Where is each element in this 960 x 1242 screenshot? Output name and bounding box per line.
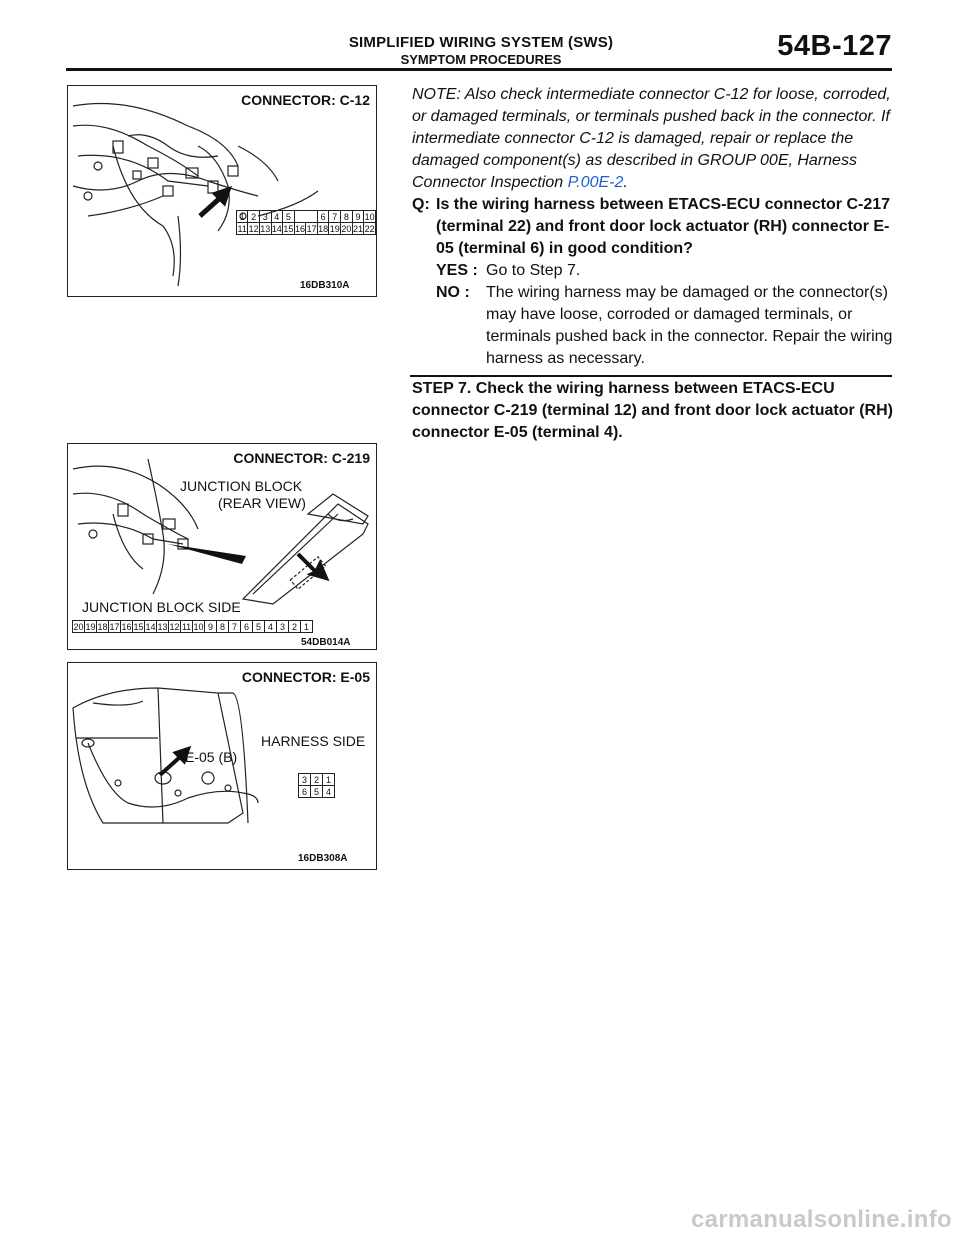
- pin: 19: [85, 621, 96, 632]
- pin: 7: [329, 211, 341, 223]
- pin: 6: [317, 211, 329, 223]
- front-door-illustration: [68, 663, 378, 871]
- pin: 18: [97, 621, 108, 632]
- pin: 5: [253, 621, 265, 633]
- rear-view-label: (REAR VIEW): [218, 495, 306, 511]
- pin: 17: [306, 223, 317, 234]
- answer-yes: [412, 260, 892, 282]
- pin: 1: [301, 621, 313, 633]
- header-rule: [66, 68, 892, 71]
- pin: 13: [157, 621, 168, 632]
- pin: 3: [299, 774, 311, 786]
- pin: 10: [364, 211, 375, 222]
- junction-block-label: JUNCTION BLOCK: [180, 478, 303, 494]
- answer-label: YES :: [436, 262, 478, 279]
- step-heading: STEP 7. Check the wiring harness between ETACS-ECU connector C-219 (terminal 12) and front door lock actuator (RH) connector E-05 (terminal 4).: [412, 380, 893, 441]
- pin: 14: [271, 223, 282, 234]
- figure-connector-c12: [67, 85, 377, 297]
- pin: 8: [341, 211, 353, 223]
- pin: 9: [352, 211, 364, 223]
- pin: 2: [289, 621, 301, 633]
- pin: 21: [352, 223, 363, 234]
- answer-label: NO :: [436, 284, 470, 301]
- watermark: carmanualsonline.info: [690, 1206, 952, 1233]
- connector-label: E-05 (B): [185, 749, 238, 765]
- figure-code: 16DB308A: [298, 853, 348, 864]
- pin: 4: [323, 786, 335, 798]
- section-title: SIMPLIFIED WIRING SYSTEM (SWS): [348, 34, 614, 51]
- pin: 3: [277, 621, 289, 633]
- step-rule: [410, 375, 892, 377]
- pin: 19: [329, 223, 340, 234]
- question-text: Is the wiring harness between ETACS-ECU connector C-217 (terminal 22) and front door lock actuator (RH) connector E-05 (terminal 6) in good condition?: [436, 196, 891, 257]
- pin: 7: [229, 621, 241, 633]
- pin: 15: [283, 223, 294, 234]
- pin: 5: [283, 211, 295, 223]
- figure-connector-c219: [67, 443, 377, 650]
- note-end: .: [623, 174, 628, 191]
- pin: 18: [318, 223, 329, 234]
- section-subtitle: SYMPTOM PROCEDURES: [400, 52, 562, 67]
- pin: 12: [169, 621, 180, 632]
- question-label: Q:: [412, 196, 430, 213]
- pin: 1: [237, 211, 248, 223]
- harness-side-label: HARNESS SIDE: [261, 733, 366, 749]
- connector-pin-diagram: [72, 620, 313, 633]
- pin: 6: [241, 621, 253, 633]
- pin: 16: [121, 621, 132, 632]
- answer-text: Go to Step 7.: [486, 262, 581, 279]
- figure-code: 54DB014A: [301, 637, 351, 648]
- pin: 11: [181, 621, 192, 632]
- note-text: NOTE: Also check intermediate connector C-12 for loose, corroded, or damaged terminals, or terminals pushed back in the connector. If intermediate connector C-12 is damaged, repair or replace the damaged component(s) as described in GROUP 00E, Harness Connector Inspection: [412, 86, 891, 191]
- pin: 14: [145, 621, 156, 632]
- pin: 4: [271, 211, 283, 223]
- junction-block-side-label: JUNCTION BLOCK SIDE: [82, 599, 241, 615]
- pin-key: [294, 211, 317, 223]
- pin: 17: [109, 621, 120, 632]
- figure-connector-e05: [67, 662, 377, 870]
- note-paragraph: [412, 84, 897, 194]
- pin: 6: [299, 786, 311, 798]
- pin: 20: [73, 621, 84, 632]
- pin: 12: [248, 223, 259, 234]
- note-link[interactable]: P.00E-2: [567, 174, 624, 191]
- answer-text: The wiring harness may be damaged or the connector(s) may have loose, corroded or damaged terminals, or terminals pushed back in the connector. Repair the wiring harness as necessary.: [486, 284, 893, 367]
- pin: 13: [260, 223, 271, 234]
- page-header: [0, 0, 960, 80]
- pin: 20: [341, 223, 352, 234]
- page-number: 54B-127: [777, 30, 892, 62]
- pin: 4: [265, 621, 277, 633]
- pin: 1: [323, 774, 335, 786]
- pin: 15: [133, 621, 144, 632]
- dashboard-harness-illustration: [68, 86, 378, 298]
- figure-title: CONNECTOR: C-219: [233, 450, 370, 466]
- pin: 16: [294, 223, 305, 234]
- answer-no: [412, 282, 892, 370]
- pin: 10: [193, 621, 204, 632]
- pin: 5: [311, 786, 323, 798]
- pin: 2: [311, 774, 323, 786]
- figure-code: 16DB310A: [300, 280, 350, 291]
- pin: 11: [237, 223, 247, 234]
- figure-title: CONNECTOR: E-05: [241, 669, 370, 685]
- pin: 2: [248, 211, 260, 223]
- pin: 22: [364, 223, 375, 234]
- connector-pin-diagram: [236, 210, 376, 235]
- connector-pin-diagram: [298, 773, 335, 798]
- pin: 9: [205, 621, 217, 633]
- figure-title: CONNECTOR: C-12: [241, 92, 370, 108]
- pin: 8: [217, 621, 229, 633]
- pin: 3: [259, 211, 271, 223]
